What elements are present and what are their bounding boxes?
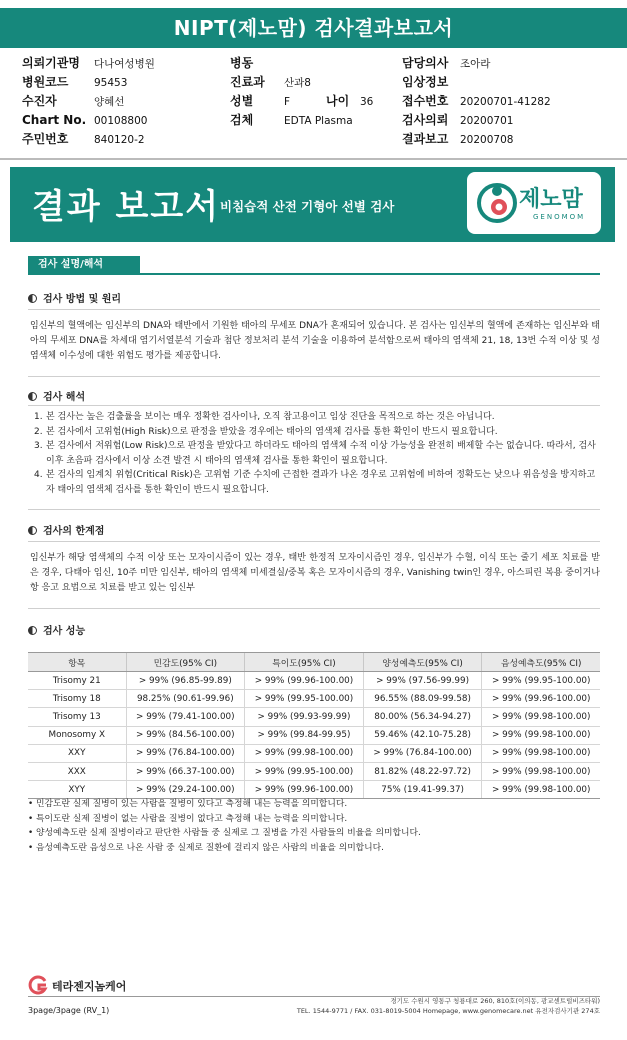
table-cell: Trisomy 13 [28, 708, 126, 726]
company-address: 경기도 수원시 영통구 청룡대로 260, 810호(이의동, 광교센트럴비즈타워) [390, 997, 600, 1005]
info-label: 수진자 [22, 94, 57, 108]
info-value: EDTA Plasma [284, 115, 353, 127]
divider [28, 509, 600, 510]
company-name: 테라젠지놈케어 [52, 980, 127, 993]
table-cell: > 99% (66.37-100.00) [126, 762, 245, 780]
info-row-chart-no [22, 111, 155, 130]
table-row [28, 672, 600, 690]
info-column-2 [230, 54, 373, 130]
table-cell: > 99% (99.96-100.00) [482, 690, 600, 708]
table-row [28, 726, 600, 744]
table-cell: XXY [28, 744, 126, 762]
table-cell: Trisomy 18 [28, 690, 126, 708]
info-label: 진료과 [230, 75, 265, 89]
info-label-age: 나이 [326, 94, 350, 108]
half-circle-icon [28, 294, 37, 303]
info-row-ward [230, 54, 373, 73]
info-label: 임상정보 [402, 75, 449, 89]
info-label: 접수번호 [402, 94, 449, 108]
note-text: 특이도란 실제 질병이 없는 사람을 질병이 없다고 측정해 내는 능력을 의미합니다. [36, 813, 348, 824]
table-cell: 80.00% (56.34-94.27) [363, 708, 482, 726]
table-row [28, 708, 600, 726]
table-cell: 98.25% (90.61-99.96) [126, 690, 245, 708]
divider [0, 158, 627, 160]
company-contact: TEL. 1544-9771 / FAX. 031-8019-5004 Homepage, www.genomecare.net 유전자검사기관 274호 [296, 1007, 600, 1015]
table-cell: > 99% (99.96-100.00) [245, 781, 364, 799]
list-item-text: 본 검사에서 저위험(Low Risk)으로 판정을 받았다고 하더라도 태아의 염색체 수적 이상 가능성을 완전히 배제할 수는 없습니다. 따라서, 검사 이후 초음파 검사에서 이상 소견 발견 시 태아의 염색체 검사를 통한 확인이 필요합니다. [46, 441, 596, 466]
genomom-logo [467, 172, 601, 234]
banner-title: 결과 보고서 [32, 187, 221, 227]
column-header: 특이도(95% CI) [245, 653, 364, 672]
performance-heading [28, 622, 85, 637]
interpretation-list [34, 410, 600, 497]
info-column-3 [402, 54, 551, 149]
info-label: 검체 [230, 113, 254, 127]
list-item-text: 본 검사에서 고위험(High Risk)으로 판정을 받았을 경우에는 태아의 염색체 검사를 통한 확인이 반드시 필요합니다. [46, 426, 498, 437]
note-text: 민감도란 실제 질병이 있는 사람을 질병이 있다고 측정해 내는 능력을 의미합니다. [36, 799, 348, 809]
note-text: 음성예측도란 음성으로 나온 사람 중 실제로 질환에 걸리지 않은 사람의 비율을 의미합니다. [36, 842, 384, 853]
table-cell: > 99% (99.95-100.00) [245, 762, 364, 780]
column-header: 항목 [28, 653, 126, 672]
column-header: 음성예측도(95% CI) [482, 653, 600, 672]
divider [28, 405, 600, 406]
table-cell: > 99% (99.98-100.00) [245, 744, 364, 762]
divider [28, 376, 600, 377]
logo-text: 제노맘 [519, 187, 583, 212]
info-value: 00108800 [94, 115, 148, 127]
table-cell: > 99% (79.41-100.00) [126, 708, 245, 726]
table-cell: 96.55% (88.09-99.58) [363, 690, 482, 708]
info-value: 20200701-41282 [460, 96, 551, 108]
info-row-receipt-no [402, 92, 551, 111]
table-cell: > 99% (97.56-99.99) [363, 672, 482, 690]
table-cell: > 99% (99.98-100.00) [482, 708, 600, 726]
interpretation-title: 검사 해석 [43, 392, 86, 403]
note-item: • 민감도란 실제 질병이 있는 사람을 질병이 있다고 측정해 내는 능력을 의미합니다. [28, 799, 348, 809]
info-row-report-date [402, 130, 551, 149]
table-cell: > 99% (99.98-100.00) [482, 781, 600, 799]
info-label: 병원코드 [22, 75, 69, 89]
table-row [28, 744, 600, 762]
info-label: 주민번호 [22, 132, 69, 146]
logo-subtext: GENOMOM [533, 213, 586, 221]
list-item: 3. 본 검사에서 저위험(Low Risk)으로 판정을 받았다고 하더라도 태아의 염색체 수적 이상 가능성을 완전히 배제할 수는 없습니다. 따라서, 검사 이후 초음파 검사에서 이상 소견 발견 시 태아의 염색체 검사를 통한 확인이 필요합니다. [34, 439, 600, 468]
divider [28, 608, 600, 609]
info-row-patient [22, 92, 155, 111]
table-cell: > 99% (99.98-100.00) [482, 726, 600, 744]
limits-text: 임신부가 해당 염색체의 수적 이상 또는 모자이시즘이 있는 경우, 태반 한정적 모자이시즘인 경우, 임신부가 수혈, 이식 또는 줄기 세포 치료를 받은 경우, 다태아 임신, 10주 미만 임신부, 태아의 염색체 미세결실/중복 혹은 모자이시즘의 경우, Vanishing twin인 경우, 아스피린 복용 중이거나 항 응고 요법으로 치료를 받고 있는 임신부 [30, 553, 600, 593]
list-item: 2. 본 검사에서 고위험(High Risk)으로 판정을 받았을 경우에는 태아의 염색체 검사를 통한 확인이 반드시 필요합니다. [34, 425, 600, 440]
table-cell: > 99% (99.84-99.95) [245, 726, 364, 744]
table-cell: XYY [28, 781, 126, 799]
method-title: 검사 방법 및 원리 [43, 294, 122, 305]
table-cell: > 99% (76.84-100.00) [363, 744, 482, 762]
info-label: 병동 [230, 56, 254, 70]
info-row-request-date [402, 111, 551, 130]
table-row [28, 690, 600, 708]
report-title: NIPT(제노맘) 검사결과보고서 [0, 8, 627, 48]
banner-subtitle: 비침습적 산전 기형아 선별 검사 [220, 199, 395, 214]
table-header-row [28, 653, 600, 672]
divider [28, 541, 600, 542]
list-item-text: 본 검사의 임계치 위험(Critical Risk)은 고위험 기준 수치에 근접한 결과가 나온 경우로 고위험에 비하여 정확도는 낮으나 위음성을 방지하고자 태아의 염색체 검사를 통한 확인이 반드시 필요합니다. [46, 470, 596, 495]
info-label: 의뢰기관명 [22, 56, 80, 70]
table-cell: > 99% (29.24-100.00) [126, 781, 245, 799]
table-cell: > 99% (99.98-100.00) [482, 762, 600, 780]
info-value: 840120-2 [94, 134, 145, 146]
table-cell: > 99% (99.93-99.99) [245, 708, 364, 726]
info-label: 검사의뢰 [402, 113, 449, 127]
info-row-resident-no [22, 130, 155, 149]
list-item: 4. 본 검사의 임계치 위험(Critical Risk)은 고위험 기준 수치에 근접한 결과가 나온 경우로 고위험에 비하여 정확도는 낮으나 위음성을 방지하고자 태아의 염색체 검사를 통한 확인이 반드시 필요합니다. [34, 468, 600, 497]
divider [28, 309, 600, 310]
info-value-age: 36 [360, 96, 374, 108]
note-item: • 특이도란 실제 질병이 없는 사람을 질병이 없다고 측정해 내는 능력을 의미합니다. [28, 813, 348, 824]
info-value: 산과8 [284, 77, 311, 89]
info-value: 20200701 [460, 115, 514, 127]
method-text: 임신부의 혈액에는 임신부의 DNA와 태반에서 기원한 태아의 무세포 DNA가 혼재되어 있습니다. 본 검사는 임신부의 혈액에 존재하는 임신부와 태아의 무세포 DNA를 차세대 염기서열분석 기술과 첨단 정보처리 분석 기술을 이용하여 분석함으로써 태아의 염색체 21, 18, 13번 수적 이상 및 성염색체 이수성에 대한 위험도 평가를 제공합니다. [30, 321, 600, 361]
note-text: 양성예측도란 실제 질병이라고 판단한 사람들 중 실제로 그 질병을 가진 사람들의 비율을 의미합니다. [36, 828, 421, 838]
interpretation-heading [28, 388, 85, 403]
table-cell: > 99% (96.85-99.89) [126, 672, 245, 690]
info-row-hospital-code [22, 73, 155, 92]
performance-title: 검사 성능 [43, 626, 86, 637]
section-rule [28, 273, 600, 275]
half-circle-icon [28, 526, 37, 535]
note-item: • 음성예측도란 음성으로 나온 사람 중 실제로 질환에 걸리지 않은 사람의 비율을 의미합니다. [28, 842, 384, 853]
half-circle-icon [28, 392, 37, 401]
table-cell: Trisomy 21 [28, 672, 126, 690]
pregnant-mother-icon [475, 181, 519, 225]
info-value: 조아라 [460, 58, 491, 70]
section-header: 검사 설명/해석 [28, 256, 140, 274]
info-column-1 [22, 54, 155, 149]
table-cell: XXX [28, 762, 126, 780]
info-value: 다나여성병원 [94, 58, 155, 70]
info-value: 양혜선 [94, 96, 125, 108]
list-item-text: 본 검사는 높은 검출률을 보이는 매우 정확한 검사이나, 오직 참고용이고 임상 진단을 목적으로 하는 것은 아닙니다. [46, 412, 495, 422]
limits-heading [28, 522, 104, 537]
table-row [28, 762, 600, 780]
table-cell: > 99% (76.84-100.00) [126, 744, 245, 762]
info-row-sex-age [230, 92, 373, 111]
table-cell: > 99% (99.96-100.00) [245, 672, 364, 690]
performance-notes [28, 797, 600, 855]
table-cell: > 99% (84.56-100.00) [126, 726, 245, 744]
performance-table [28, 652, 600, 799]
table-cell: 75% (19.41-99.37) [363, 781, 482, 799]
info-label: 성별 [230, 94, 254, 108]
info-label: 담당의사 [402, 56, 449, 70]
method-heading [28, 290, 121, 305]
list-item: 1. 본 검사는 높은 검출률을 보이는 매우 정확한 검사이나, 오직 참고용이고 임상 진단을 목적으로 하는 것은 아닙니다. [34, 410, 600, 425]
table-cell: 81.82% (48.22-97.72) [363, 762, 482, 780]
table-cell: > 99% (99.98-100.00) [482, 744, 600, 762]
info-value: 95453 [94, 77, 128, 89]
note-item: • 양성예측도란 실제 질병이라고 판단한 사람들 중 실제로 그 질병을 가진 사람들의 비율을 의미합니다. [28, 828, 421, 838]
info-value: F [284, 96, 291, 108]
info-row-specimen [230, 111, 373, 130]
table-cell: > 99% (99.95-100.00) [482, 672, 600, 690]
patient-info [22, 54, 612, 154]
table-cell: > 99% (99.95-100.00) [245, 690, 364, 708]
info-label: Chart No. [22, 113, 87, 127]
company-logo-icon [27, 975, 49, 995]
limits-title: 검사의 한계점 [43, 526, 105, 537]
info-label: 결과보고 [402, 132, 449, 146]
info-value: 20200708 [460, 134, 514, 146]
info-row-clinical [402, 73, 551, 92]
table-cell: Monosomy X [28, 726, 126, 744]
info-row-institution [22, 54, 155, 73]
info-row-department [230, 73, 373, 92]
column-header: 민감도(95% CI) [126, 653, 245, 672]
half-circle-icon [28, 626, 37, 635]
table-cell: 59.46% (42.10-75.28) [363, 726, 482, 744]
info-row-doctor [402, 54, 551, 73]
column-header: 양성예측도(95% CI) [363, 653, 482, 672]
page-number: 3page/3page (RV_1) [28, 1006, 110, 1015]
